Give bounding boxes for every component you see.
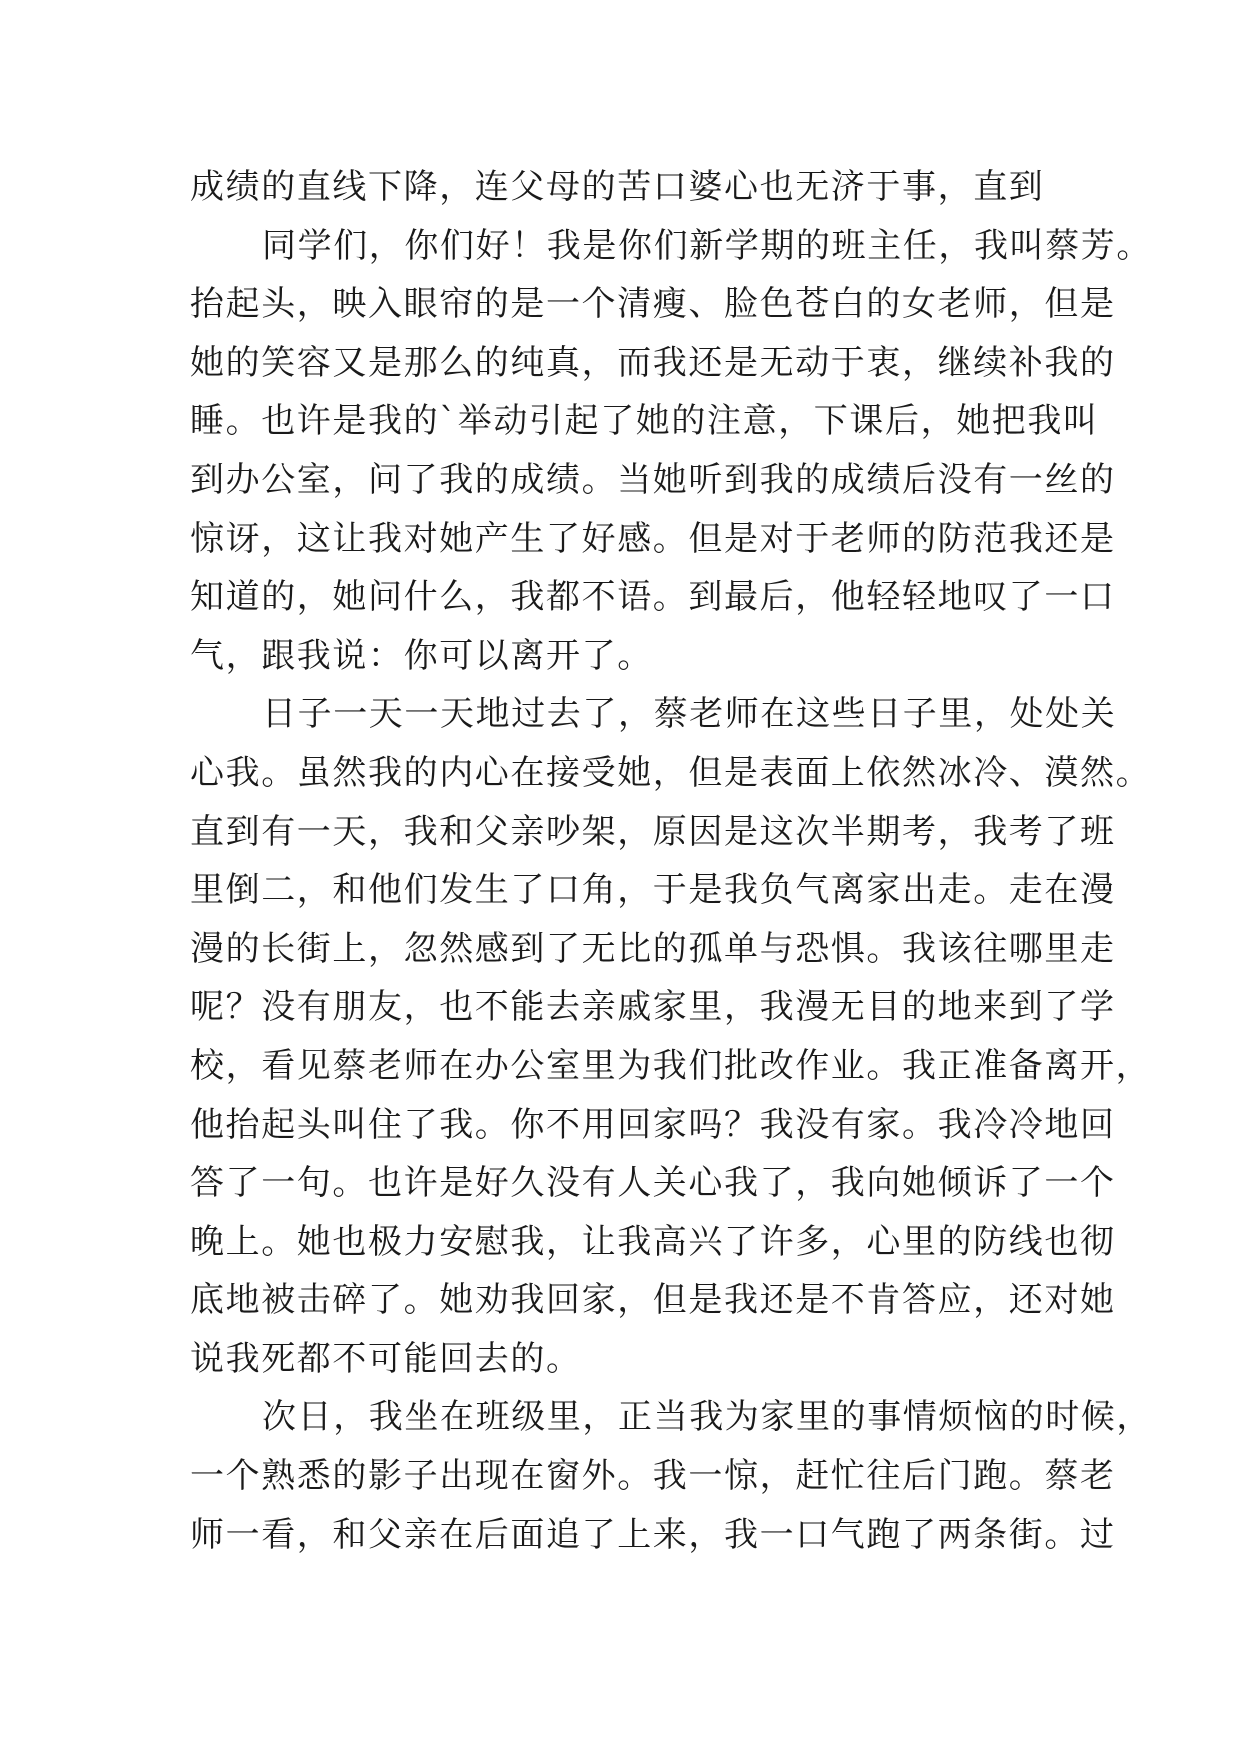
body-text: [190, 158, 1152, 1564]
text-line: 成绩的直线下降，连父母的苦口婆心也无济于事，直到: [190, 167, 1045, 207]
text-line: 他抬起头叫住了我。你不用回家吗？我没有家。我冷冷地回: [190, 1104, 1116, 1145]
text-line: 答了一句。也许是好久没有人关心我了，我向她倾诉了一个: [190, 1163, 1116, 1204]
text-line: 到办公室，问了我的成绩。当她听到我的成绩后没有一丝的: [190, 459, 1116, 500]
text-line: 里倒二，和他们发生了口角，于是我负气离家出走。走在漫: [190, 870, 1116, 911]
text-line: 校，看见蔡老师在办公室里为我们批改作业。我正准备离开，: [190, 1045, 1152, 1086]
text-line: 睡。也许是我的`举动引起了她的注意，下课后，她把我叫: [190, 401, 1099, 442]
text-line: 底地被击碎了。她劝我回家，但是我还是不肯答应，还对她: [190, 1280, 1116, 1321]
text-line: 漫的长街上，忽然感到了无比的孤单与恐惧。我该往哪里走: [190, 928, 1116, 969]
text-line: 知道的，她问什么，我都不语。到最后，他轻轻地叹了一口: [190, 577, 1116, 618]
text-line: 气，跟我说：你可以离开了。: [190, 635, 653, 676]
text-line: 惊讶，这让我对她产生了好感。但是对于老师的防范我还是: [190, 518, 1116, 559]
text-line: 抬起头，映入眼帘的是一个清瘦、脸色苍白的女老师，但是: [190, 284, 1116, 325]
text-line: 呢？没有朋友，也不能去亲戚家里，我漫无目的地来到了学: [190, 987, 1116, 1028]
text-line: 晚上。她也极力安慰我，让我高兴了许多，心里的防线也彻: [190, 1221, 1116, 1262]
text-line: 直到有一天，我和父亲吵架，原因是这次半期考，我考了班: [190, 811, 1116, 852]
text-line: 次日，我坐在班级里，正当我为家里的事情烦恼的时候，: [262, 1397, 1152, 1438]
text-line: 日子一天一天地过去了，蔡老师在这些日子里，处处关: [262, 694, 1117, 735]
text-line: 一个熟悉的影子出现在窗外。我一惊，赶忙往后门跑。蔡老: [190, 1456, 1116, 1497]
text-line: 她的笑容又是那么的纯真，而我还是无动于衷，继续补我的: [190, 342, 1116, 383]
text-line: 心我。虽然我的内心在接受她，但是表面上依然冰冷、漠然。: [190, 752, 1152, 793]
text-line: 说我死都不可能回去的。: [190, 1338, 582, 1379]
text-line: 师一看，和父亲在后面追了上来，我一口气跑了两条街。过: [190, 1514, 1116, 1555]
text-line: 同学们，你们好！我是你们新学期的班主任，我叫蔡芳。: [262, 225, 1152, 266]
